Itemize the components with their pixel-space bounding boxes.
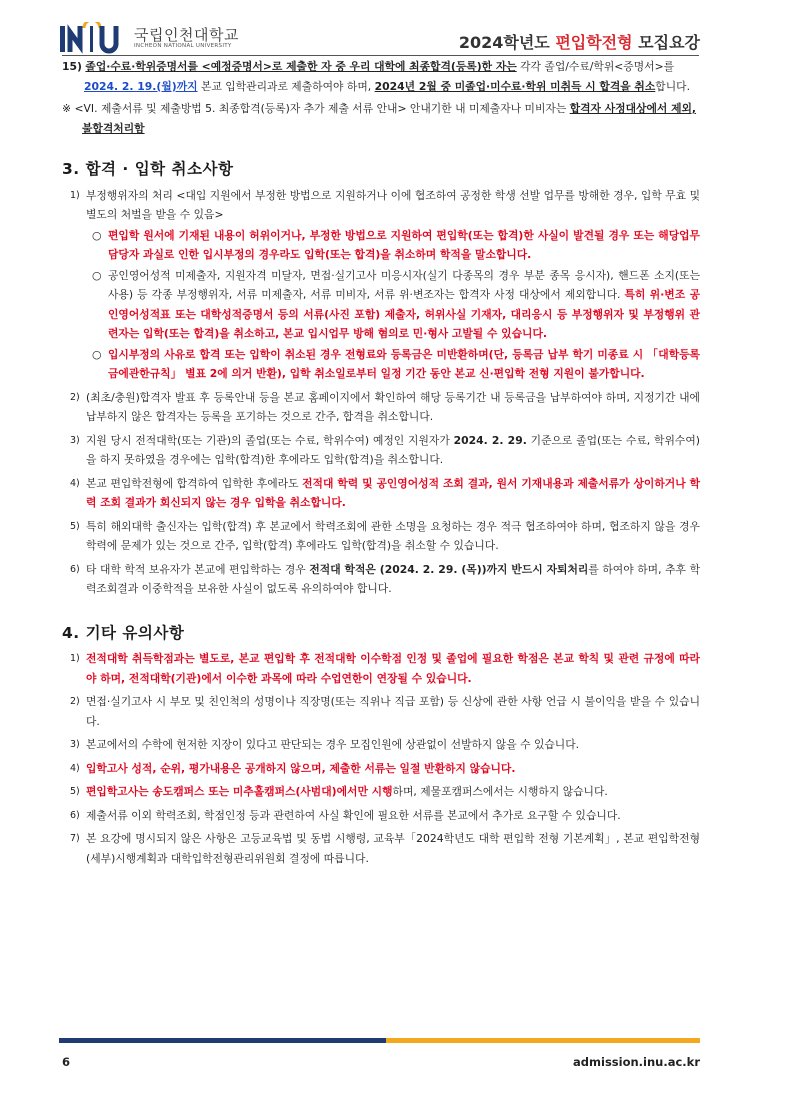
item-number: 6) xyxy=(70,809,80,821)
item-emphasis: 전적대 학력 및 공인영어성적 조회 결과, 원서 기재내용과 제출서류가 상이하거나 학력 조회 결과가 회신되지 않는 경우 입학을 취소합니다. xyxy=(86,476,700,509)
sub-bullet xyxy=(86,226,700,265)
footer-bar-gold xyxy=(386,1038,700,1043)
page-number: 6 xyxy=(62,1055,71,1069)
title-suffix: 모집요강 xyxy=(632,33,700,52)
item-number: 2) xyxy=(70,391,80,403)
sub-bullet xyxy=(86,266,700,344)
item-15-number: 15) xyxy=(62,60,82,73)
list-item xyxy=(62,560,700,599)
item-emphasis: 입학고사 성적, 순위, 평가내용은 공개하지 않으며, 제출한 서류는 일절 반환하지 않습니다. xyxy=(86,761,516,775)
list-item xyxy=(62,517,700,556)
item-number: 4) xyxy=(70,762,80,774)
page-content xyxy=(62,57,700,872)
item-15-deadline: 2024. 2. 19.(월)까지 xyxy=(84,79,198,93)
university-logo xyxy=(58,22,248,54)
inu-logo-mark-icon xyxy=(58,22,128,54)
item-15-text-c: 합니다. xyxy=(655,79,691,93)
item-number: 4) xyxy=(70,477,80,489)
item-bold-deadline: 전적대 학적은 (2024. 2. 29. (목))까지 반드시 자퇴처리 xyxy=(309,562,589,576)
item-text: 본 요강에 명시되지 않은 사항은 고등교육법 및 동법 시행령, 교육부「2024학년도 대학 편입학 전형 기본계획」, 본교 편입학전형 (세부)시행계획과 대학입학전형관리위원회 결정에 따릅니다. xyxy=(86,832,700,865)
item-number: 3) xyxy=(70,434,80,446)
logo-english-name: INCHEON NATIONAL UNIVERSITY xyxy=(134,43,232,49)
item-text: 면접·실기고사 시 부모 및 친인척의 성명이나 직장명(또는 직위나 직급 포함) 등 신상에 관한 사항 언급 시 불이익을 받을 수 있습니다. xyxy=(86,695,700,728)
list-item xyxy=(62,186,700,384)
item-text: 특히 해외대학 출신자는 입학(합격) 후 본교에서 학력조회에 관한 소명을 요청하는 경우 적극 협조하여야 하며, 협조하지 않을 경우 학력에 문제가 있는 것으로 간주, 입학(합격) 후에라도 입학(합격)을 취소할 수 있습니다. xyxy=(86,519,700,552)
item-number: 3) xyxy=(70,739,80,750)
item-number: 2) xyxy=(70,696,80,707)
list-item xyxy=(62,692,700,731)
item-text: 제출서류 이외 학력조회, 학점인정 등과 관련하여 사실 확인에 필요한 서류를 본교에서 추가로 요구할 수 있습니다. xyxy=(86,808,621,822)
section-3 xyxy=(62,160,700,599)
header-divider xyxy=(62,55,699,56)
hollow-circle-bullet-icon: ○ xyxy=(92,228,102,242)
reference-note xyxy=(62,99,700,138)
item-15-bold-lead: 졸업·수료·학위증명서를 <예정증명서>로 제출한 자 중 우리 대학에 최종합격(등록)한 자는 xyxy=(85,60,517,73)
list-item xyxy=(62,388,700,427)
list-item xyxy=(62,735,700,755)
item-text: 기준으로 졸업(또는 수료, 학위수여)을 하지 못하였을 경우에는 입학(합격)한 후에라도 입학(합격)을 취소합니다. xyxy=(86,433,700,466)
sub-bullet xyxy=(86,345,700,384)
sub-bullet-text: 공인영어성적 미제출자, 지원자격 미달자, 면접·실기고사 미응시자(실기 다종목의 경우 부분 종목 응시자), 핸드폰 소지(또는 사용) 등 각종 부정행위자, 서류 미제출자, 서류 미비자, 서류 위·변조자는 합격자 사정 대상에서 제외합니다. xyxy=(108,268,700,301)
item-15-text-a: 각각 졸업/수료/학위<증명서>를 xyxy=(516,60,675,73)
item-bold-date: 2024. 2. 29. xyxy=(453,433,527,447)
item-number: 5) xyxy=(70,786,80,797)
item-text: 부정행위자의 처리 <대입 지원에서 부정한 방법으로 지원하거나 이에 협조하여 공정한 학생 선발 업무를 방해한 경우, 입학 무효 및 별도의 처벌을 받을 수 있음> xyxy=(86,188,700,221)
hollow-circle-bullet-icon: ○ xyxy=(92,268,102,282)
list-item xyxy=(62,431,700,470)
list-item xyxy=(62,759,700,779)
item-number: 1) xyxy=(70,189,80,201)
title-accent: 편입학전형 xyxy=(555,33,633,52)
item-text: 본교에서의 수학에 현저한 지장이 있다고 판단되는 경우 모집인원에 상관없이 선발하지 않을 수 있습니다. xyxy=(86,738,580,751)
section-4-list xyxy=(62,649,700,868)
logo-korean-name: 국립인천대학교 xyxy=(134,26,239,44)
note-emphasis: 합격자 사정대상에서 제외, 불합격처리함 xyxy=(82,102,697,135)
item-number: 1) xyxy=(70,653,80,664)
item-number: 5) xyxy=(70,520,80,532)
item-emphasis: 전적대학 취득학점과는 별도로, 본교 편입학 후 전적대학 이수학점 인정 및 졸업에 필요한 학점은 본교 학칙 및 관련 규정에 따라야 하며, 전적대학(기관)에서 이수한 과목에 따라 수업연한이 연장될 수 있습니다. xyxy=(86,652,700,685)
item-text: 지원 당시 전적대학(또는 기관)의 졸업(또는 수료, 학위수여) 예정인 지원자가 xyxy=(86,433,454,447)
section-3-list xyxy=(62,186,700,599)
list-item xyxy=(62,782,700,802)
footer-bar-navy xyxy=(59,1038,386,1043)
item-text: (최초/충원)합격자 발표 후 등록안내 등을 본교 홈페이지에서 확인하여 해당 등록기간 내 등록금을 납부하여야 하며, 지정기간 내에 납부하지 않은 합격자는 등록을 포기하는 것으로 간주, 합격을 취소합니다. xyxy=(86,390,700,423)
list-item xyxy=(62,474,700,513)
list-item xyxy=(62,806,700,826)
title-year: 2024학년도 xyxy=(458,33,556,52)
item-emphasis: 편입학고사는 송도캠퍼스 또는 미추홀캠퍼스(사범대)에서만 시행 xyxy=(86,785,393,798)
item-15 xyxy=(62,57,700,96)
document-title xyxy=(459,30,700,53)
section-4-heading: 4. 기타 유의사항 xyxy=(62,623,185,642)
item-15-text-b: 본교 입학관리과로 제출하여야 하며, xyxy=(197,79,375,93)
item-number: 6) xyxy=(70,563,80,575)
item-text: 본교 편입학전형에 합격하여 입학한 후에라도 xyxy=(86,476,303,490)
list-item xyxy=(62,649,700,688)
item-text: 를 하여야 하며, 추후 학력조회결과 이중학적을 보유한 사실이 없도록 유의하여야 합니다. xyxy=(86,562,700,595)
section-3-heading: 3. 합격 · 입학 취소사항 xyxy=(62,160,234,178)
note-text: <VI. 제출서류 및 제출방법 5. 최종합격(등록)자 추가 제출 서류 안내> 안내기한 내 미제출자나 미비자는 xyxy=(71,102,570,115)
item-text: 하며, 제물포캠퍼스에서는 시행하지 않습니다. xyxy=(392,785,608,798)
website-url: admission.inu.ac.kr xyxy=(573,1055,700,1069)
footer-color-bar xyxy=(59,1038,700,1043)
sub-bullet-emphasis: 특히 위·변조 공인영어성적표 또는 대학성적증명서 등의 서류(사진 포함) 제출자, 허위사실 기재자, 대리응시 등 부정행위자 및 부정행위 관련자는 입학(또는 합격)을 취소하고, 본교 입시업무 방해 혐의로 민·형사 고발될 수 있습니다. xyxy=(108,288,701,340)
item-number: 7) xyxy=(70,833,80,844)
sub-bullet-text: 입시부정의 사유로 합격 또는 입학이 취소된 경우 전형료와 등록금은 미반환하며(단, 등록금 납부 학기 미종료 시 「대학등록금에관한규칙」 별표 2에 의거 반환), 입학 취소일로부터 일정 기간 동안 본교 신·편입학 전형 지원이 불가합니다. xyxy=(108,347,700,380)
list-item xyxy=(62,829,700,868)
item-15-cancel-condition: 2024년 2월 중 미졸업·미수료·학위 미취득 시 합격을 취소 xyxy=(374,79,656,93)
section-4 xyxy=(62,624,700,869)
item-text: 타 대학 학적 보유자가 본교에 편입학하는 경우 xyxy=(86,562,310,576)
note-mark: ※ xyxy=(62,102,72,115)
sub-bullet-text: 편입학 원서에 기재된 내용이 허위이거나, 부정한 방법으로 지원하여 편입학(또는 합격)한 사실이 발견될 경우 또는 해당업무 담당자 과실로 인한 입시부정의 경우라도 입학(또는 합격)을 취소하며 학적을 말소합니다. xyxy=(108,228,700,261)
hollow-circle-bullet-icon: ○ xyxy=(92,347,102,361)
